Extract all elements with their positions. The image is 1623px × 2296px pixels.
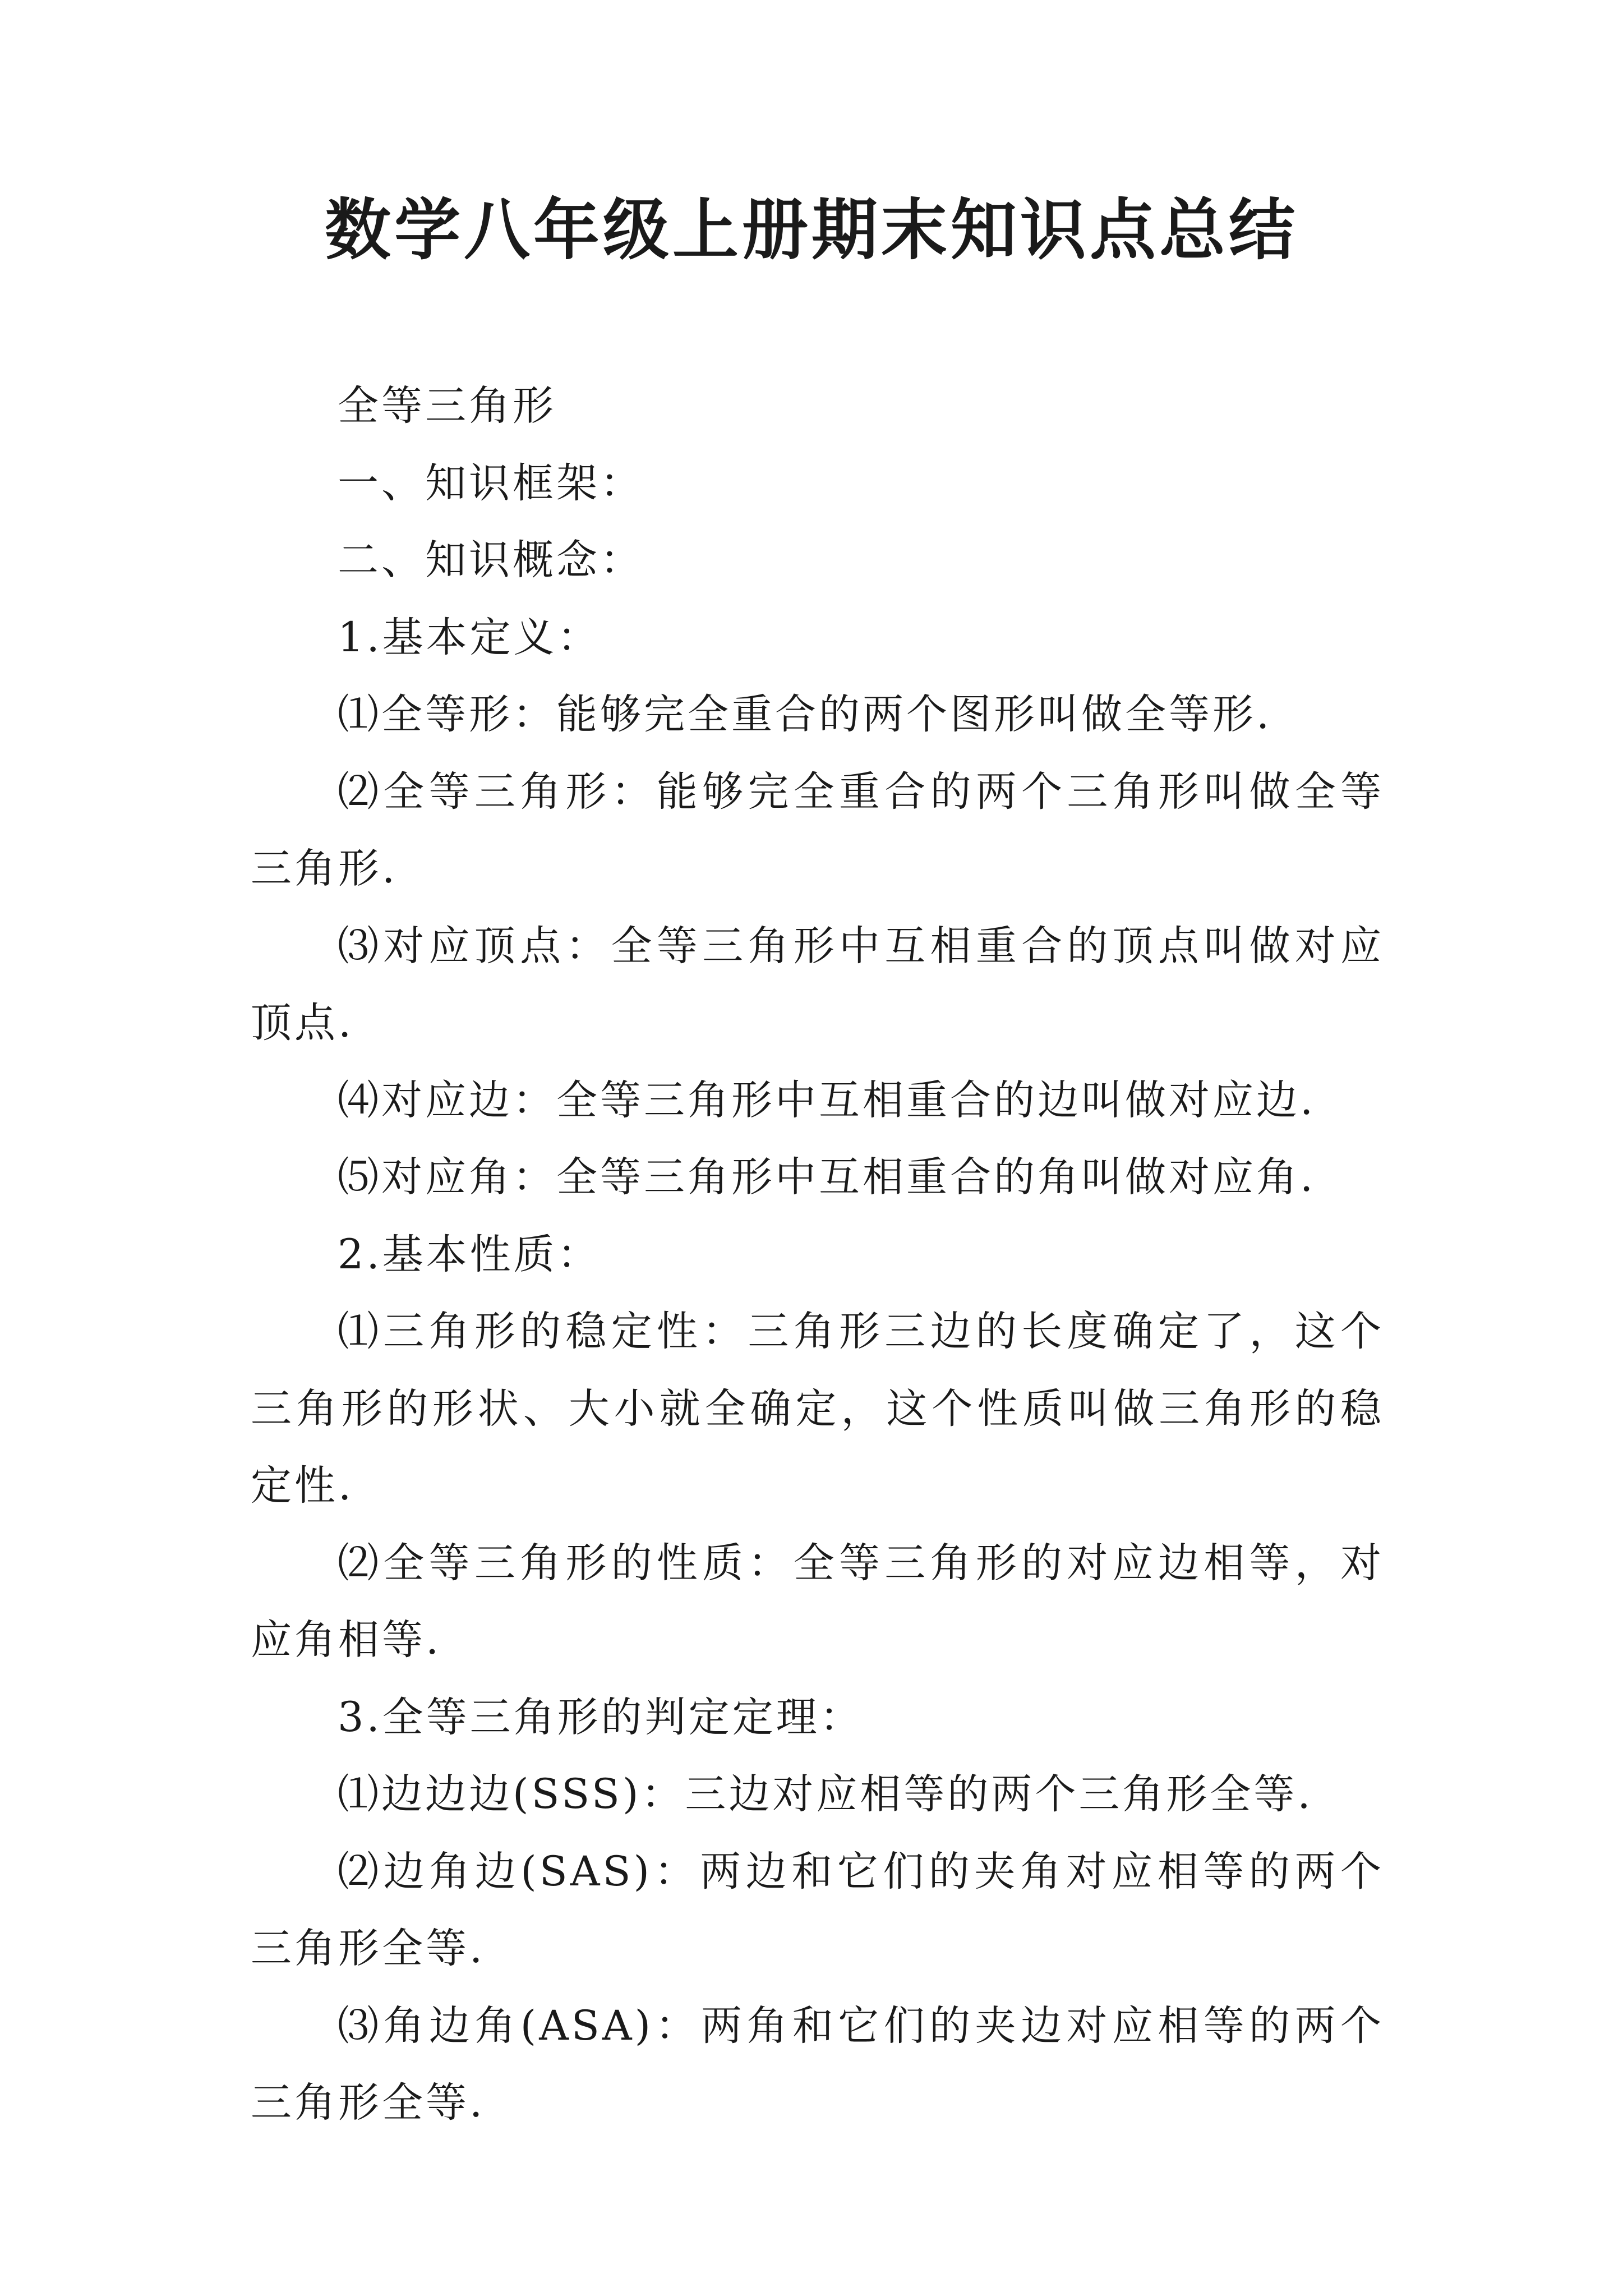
definition-item: ⑷对应边：全等三角形中互相重合的边叫做对应边.	[338, 1076, 1316, 1124]
section-heading: 二、知识概念：	[338, 536, 644, 584]
theorem-item: ⑶角边角(ASA)：两角和它们的夹边对应相等的两个三角形全等.	[251, 2001, 1384, 2127]
subsection-heading: 1.基本定义：	[338, 613, 601, 661]
subsection-heading: 3.全等三角形的判定定理：	[338, 1693, 864, 1741]
property-item: ⑵全等三角形的性质：全等三角形的对应边相等，对应角相等.	[251, 1539, 1384, 1664]
document-title: 数学八年级上册期末知识点总结	[324, 191, 1298, 269]
definition-item: ⑸对应角：全等三角形中互相重合的角叫做对应角.	[338, 1153, 1316, 1201]
definition-item: ⑶对应顶点：全等三角形中互相重合的顶点叫做对应顶点.	[251, 922, 1384, 1047]
section-heading: 全等三角形	[338, 382, 556, 430]
definition-item: ⑵全等三角形：能够完全重合的两个三角形叫做全等三角形.	[251, 767, 1384, 892]
property-item: ⑴三角形的稳定性：三角形三边的长度确定了，这个三角形的形状、大小就全确定，这个性质叫做三角形的稳定性.	[251, 1308, 1384, 1510]
theorem-item: ⑵边角边(SAS)：两边和它们的夹角对应相等的两个三角形全等.	[251, 1847, 1384, 1972]
subsection-heading: 2.基本性质：	[338, 1230, 601, 1278]
definition-item: ⑴全等形：能够完全重合的两个图形叫做全等形.	[338, 691, 1272, 738]
section-heading: 一、知识框架：	[338, 459, 644, 507]
document-body	[251, 367, 1384, 2142]
theorem-item: ⑴边边边(SSS)：三边对应相等的两个三角形全等.	[338, 1770, 1313, 1818]
